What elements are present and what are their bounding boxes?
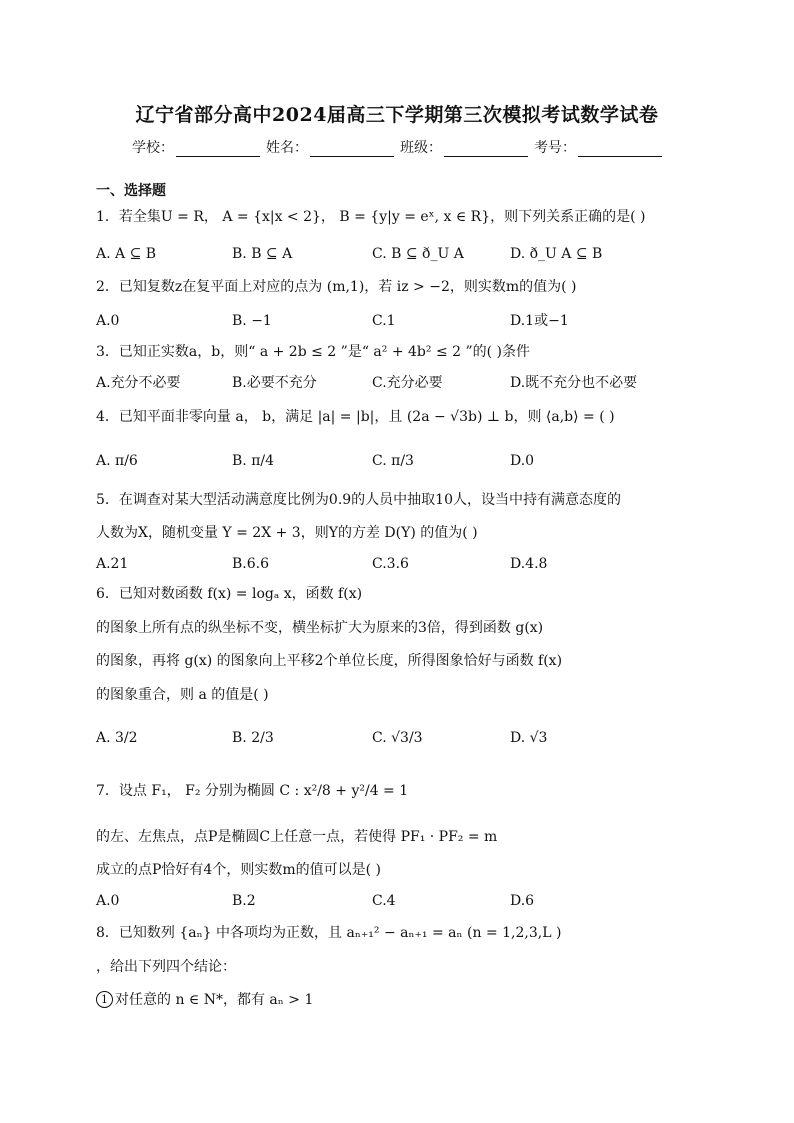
q2-option-c: C.1 [372,313,396,329]
question-2-options [96,312,716,332]
q6-option-d: D. √3 [510,730,548,746]
q3-option-b: B.必要不充分 [232,375,317,391]
name-blank [310,142,394,157]
number-label: 考号： [534,140,576,156]
school-label: 学校： [132,140,174,156]
school-field [132,137,260,157]
question-4-options [96,452,716,472]
question-1-text: 1．若全集U = R， A = {x|x < 2}， B = {y|y = eˣ, x ∈ R}，则下列关系正确的是( ) [96,209,646,225]
q3-option-d: D.既不充分也不必要 [510,375,638,391]
q6-option-b: B. 2/3 [232,730,274,746]
class-label: 班级： [400,140,442,156]
name-field [266,137,394,157]
q1-option-a: A. A ⊆ B [96,246,157,262]
question-8-statement-1 [96,991,716,1009]
question-5-options [96,555,716,575]
statement-1-text: 对任意的 n ∈ N*，都有 aₙ > 1 [115,992,314,1008]
q5-option-a: A.21 [96,556,129,572]
question-6-text-line-1: 6．已知对数函数 f(x) = logₐ x，函数 f(x) [96,586,363,602]
question-5-text-line-1: 5．在调查对某大型活动满意度比例为0.9的人员中抽取10人，设当中持有满意态度的 [96,492,621,508]
question-8-text-line-1: 8．已知数列 {aₙ} 中各项均为正数，且 aₙ₊₁² − aₙ₊₁ = aₙ (n = 1,2,3,L ) [96,925,562,941]
question-6-text-line-2: 的图象上所有点的纵坐标不变，横坐标扩大为原来的3倍，得到函数 g(x) [96,620,544,636]
question-6-options [96,729,716,749]
number-field [534,137,662,157]
q5-option-b: B.6.6 [232,556,270,572]
school-blank [176,142,260,157]
statement-1-circled-number: 1 [96,991,113,1008]
section-heading: 一、选择题 [96,183,166,199]
question-7-text-line-1: 7．设点 F₁， F₂ 分别为椭圆 C : x²/8 + y²/4 = 1 [96,783,409,799]
class-field [400,137,528,157]
q2-option-d: D.1或−1 [510,313,569,329]
q4-option-b: B. π/4 [232,453,275,469]
exam-title: 辽宁省部分高中2024届高三下学期第三次模拟考试数学试卷 [135,104,659,126]
q3-option-a: A.充分不必要 [96,375,181,391]
q7-option-a: A.0 [96,893,120,909]
question-7-text-line-2: 的左、左焦点，点P是椭圆C上任意一点，若使得 PF₁ · PF₂ = m [96,829,498,845]
question-6-text-line-4: 的图象重合，则 a 的值是( ) [96,687,269,703]
q4-option-d: D.0 [510,453,535,469]
q4-option-c: C. π/3 [372,453,414,469]
question-7-text-line-3: 成立的点P恰好有4个，则实数m的值可以是( ) [96,862,381,878]
q7-option-d: D.6 [510,893,535,909]
q1-option-d: D. ð_U A ⊆ B [510,246,603,262]
q7-option-b: B.2 [232,893,256,909]
name-label: 姓名： [266,140,308,156]
question-8-text-line-2: ，给出下列四个结论： [96,959,236,975]
q2-option-b: B. −1 [232,313,272,329]
question-2-text: 2．已知复数z在复平面上对应的点为 (m,1)，若 iz > −2，则实数m的值为( ) [96,279,577,295]
q2-option-a: A.0 [96,313,120,329]
q4-option-a: A. π/6 [96,453,138,469]
q1-option-b: B. B ⊆ A [232,246,293,262]
question-6-text-line-3: 的图象，再将 g(x) 的图象向上平移2个单位长度，所得图象恰好与函数 f(x) [96,653,563,669]
class-blank [444,142,528,157]
q5-option-c: C.3.6 [372,556,409,572]
q6-option-c: C. √3/3 [372,730,423,746]
q3-option-c: C.充分必要 [372,375,443,391]
q5-option-d: D.4.8 [510,556,548,572]
question-5-text-line-2: 人数为X，随机变量 Y = 2X + 3，则Y的方差 D(Y) 的值为( ) [96,525,478,541]
q1-option-c: C. B ⊆ ð_U A [372,246,464,262]
number-blank [578,142,662,157]
question-3-options [96,374,716,394]
question-4-text: 4．已知平面非零向量 a， b，满足 |a| = |b|，且 (2a − √3b) ⊥ b，则 ⟨a,b⟩ = ( ) [96,409,615,425]
question-3-text: 3．已知正实数a，b，则“ a + 2b ≤ 2 ”是“ a² + 4b² ≤ 2 ”的( )条件 [96,344,531,360]
q7-option-c: C.4 [372,893,396,909]
student-info-row [0,137,794,157]
q6-option-a: A. 3/2 [96,730,138,746]
question-7-options [96,892,716,912]
question-1-options [96,245,716,265]
